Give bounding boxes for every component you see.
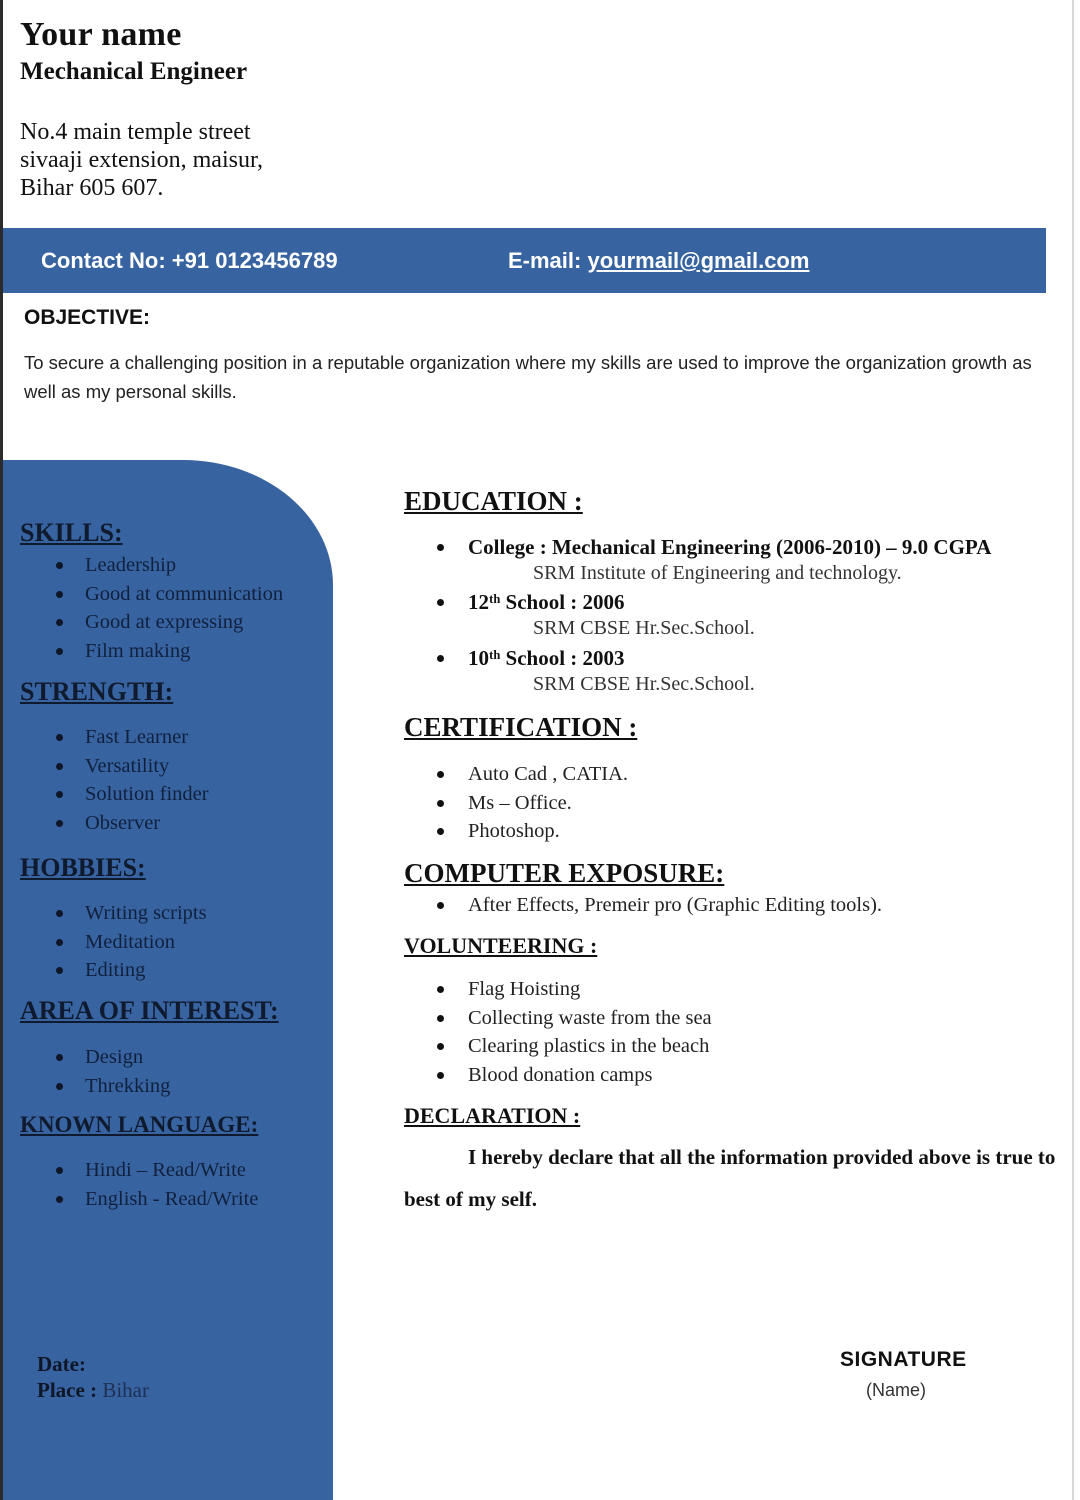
education-institution: SRM CBSE Hr.Sec.School. xyxy=(533,617,755,639)
bullet-icon xyxy=(437,828,444,835)
certification-heading: CERTIFICATION : xyxy=(404,712,638,742)
education-institution: SRM CBSE Hr.Sec.School. xyxy=(533,673,755,695)
bullet-icon xyxy=(437,599,444,606)
declaration-heading: DECLARATION : xyxy=(404,1103,581,1128)
bullet-icon xyxy=(56,619,63,626)
bullet-icon xyxy=(56,763,63,770)
education-institution: SRM Institute of Engineering and technology. xyxy=(533,562,902,584)
bullet-icon xyxy=(56,791,63,798)
bullet-icon xyxy=(437,655,444,662)
education-title: 12ᵗʰ School : 2006 xyxy=(468,590,625,614)
job-title: Mechanical Engineer xyxy=(20,58,248,85)
place-value: Bihar xyxy=(102,1378,149,1402)
bullet-icon xyxy=(56,939,63,946)
address-block xyxy=(20,118,263,202)
signature-name: (Name) xyxy=(866,1380,927,1400)
objective-heading: OBJECTIVE: xyxy=(24,306,151,329)
page-border-right xyxy=(1072,0,1074,1500)
bullet-icon xyxy=(437,1015,444,1022)
bullet-icon xyxy=(56,1054,63,1061)
address-line: sivaaji extension, maisur, xyxy=(20,147,263,173)
contact-bar xyxy=(3,228,1046,293)
strength-heading: STRENGTH: xyxy=(20,677,174,706)
bullet-icon xyxy=(56,1196,63,1203)
bullet-icon xyxy=(56,910,63,917)
bullet-icon xyxy=(437,1043,444,1050)
bullet-icon xyxy=(437,902,444,909)
contact-phone: Contact No: +91 0123456789 xyxy=(41,248,338,273)
bullet-icon xyxy=(437,771,444,778)
bullet-icon xyxy=(437,544,444,551)
education-title: 10ᵗʰ School : 2003 xyxy=(468,646,625,670)
education-heading: EDUCATION : xyxy=(404,486,583,516)
date-label: Date: xyxy=(37,1352,86,1376)
bullet-icon xyxy=(56,820,63,827)
objective-text: To secure a challenging position in a reputable organization where my skills are used to improve the organization growth as well as my personal skills. xyxy=(24,352,1032,402)
bullet-icon xyxy=(56,1083,63,1090)
bullet-icon xyxy=(56,734,63,741)
bullet-icon xyxy=(56,967,63,974)
declaration-text: I hereby declare that all the information provided above is true to best of my self. xyxy=(404,1145,1056,1211)
bullet-icon xyxy=(437,986,444,993)
skills-heading: SKILLS: xyxy=(20,518,123,547)
hobbies-heading: HOBBIES: xyxy=(20,853,146,882)
address-line: No.4 main temple street xyxy=(20,119,251,145)
interest-heading: AREA OF INTEREST: xyxy=(20,996,279,1025)
bullet-icon xyxy=(56,1167,63,1174)
volunteering-heading: VOLUNTEERING : xyxy=(404,933,598,958)
contact-email xyxy=(508,248,809,274)
computer-exposure-heading: COMPUTER EXPOSURE: xyxy=(404,858,725,888)
signature-label: SIGNATURE xyxy=(840,1348,967,1371)
bullet-icon xyxy=(56,562,63,569)
bullet-icon xyxy=(56,591,63,598)
languages-heading: KNOWN LANGUAGE: xyxy=(20,1112,259,1137)
email-label: E-mail: xyxy=(508,248,588,273)
bullet-icon xyxy=(437,800,444,807)
place-separator: : xyxy=(84,1378,103,1402)
address-line: Bihar 605 607. xyxy=(20,175,164,201)
place-line xyxy=(37,1378,149,1403)
bullet-icon xyxy=(56,648,63,655)
place-label: Place xyxy=(37,1378,85,1402)
education-title: College : Mechanical Engineering (2006-2010) – 9.0 CGPA xyxy=(468,535,992,559)
email-link[interactable]: yourmail@gmail.com xyxy=(587,248,810,273)
bullet-icon xyxy=(437,1072,444,1079)
candidate-name: Your name xyxy=(20,16,182,53)
